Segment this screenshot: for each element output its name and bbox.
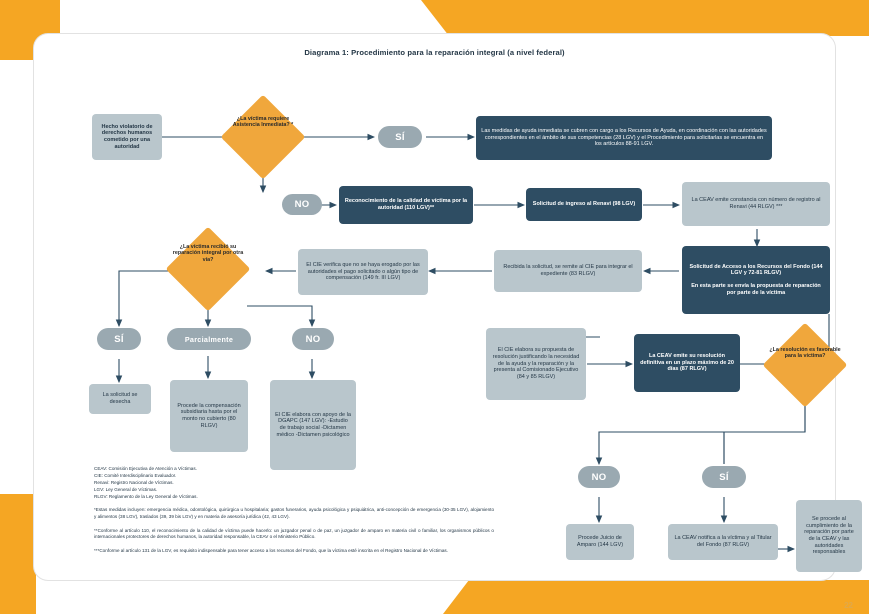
diamond-shape: [221, 95, 306, 180]
pill-no-1[interactable]: NO: [282, 194, 322, 215]
decision-reparacion-otra-via[interactable]: ¿La víctima recibió su reparación integral por otra vía?: [165, 226, 251, 312]
diamond-shape: [166, 227, 251, 312]
diamond-shape: [763, 323, 848, 408]
node-cie-propuesta-resolucion[interactable]: El CIE elabora su propuesta de resolución justificando la necesidad de la ayuda y la reparación y la presenta al Comisionado Ejecutivo (84 y 85 RLGV): [486, 328, 586, 400]
diagram-canvas: [34, 34, 854, 580]
node-medidas-ayuda[interactable]: Las medidas de ayuda inmediata se cubren con cargo a los Recursos de Ayuda, en coordinación con las autoridades correspondientes en el ámbito de sus competencias (28 LGV) y el Procedimiento para solicitarlas se encuentra en los artículos 88-91 LGV.: [476, 116, 772, 160]
node-ceav-resolucion-definitiva[interactable]: La CEAV emite su resolución definitiva en un plazo máximo de 20 días (87 RLGV): [634, 334, 740, 392]
node-reconocimiento-calidad[interactable]: Reconocimiento de la calidad de víctima por la autoridad (110 LGV)**: [339, 186, 473, 224]
node-compensacion-subsidiaria[interactable]: Procede la compensación subsidiaria hasta por el monto no cubierto (80 RLGV): [170, 380, 248, 452]
page-number: 22: [844, 601, 853, 610]
node-solicitud-ingreso-renavi[interactable]: Solicitud de ingreso al Renavi (98 LGV): [526, 188, 642, 221]
legend-note-1: **Conforme al artículo 110, el reconocimiento de la calidad de víctima puede hacerlo: un juzgador penal o de paz, un juzgador de amparo en materia civil o familiar, los organismos públicos o internacionales protectores de derechos humanos, la autoridad responsable, la CEAV o el Ministerio Público.: [94, 527, 494, 540]
legend-note-2: ***Conforme al artículo 131 de la LGV, es requisito indispensable para tener acceso a los recursos del Fondo, que la víctima esté inscrita en el Registro Nacional de Víctimas.: [94, 548, 448, 554]
page-title: Diagrama 1: Procedimiento para la reparación integral (a nivel federal): [304, 48, 565, 57]
legend: [94, 466, 494, 555]
accent-top-right: [449, 0, 869, 36]
accent-bottom-left: [0, 494, 36, 614]
accent-bottom-right-notch: [443, 580, 469, 614]
node-constancia-renavi[interactable]: La CEAV emite constancia con número de registro al Renavi (44 RLGV) ***: [682, 182, 830, 226]
legend-line-2: Renavi: Registro Nacional de Víctimas.: [94, 479, 174, 485]
node-ceav-notifica[interactable]: La CEAV notifica a la víctima y al Titular del Fondo (87 RLGV): [668, 524, 778, 560]
pill-no-3[interactable]: NO: [578, 466, 620, 488]
accent-top-right-notch: [421, 0, 449, 36]
pill-si-3[interactable]: SÍ: [702, 466, 746, 488]
node-cumplimiento-reparacion[interactable]: Se procede al cumplimiento de la reparación por parte de la CEAV y las autoridades responsables: [796, 500, 862, 572]
node-cie-verifica-pago[interactable]: El CIE verifica que no se haya erogado por las autoridades el pago solicitado o algún tipo de compensación (149 fr. III LGV): [298, 249, 428, 295]
decision-asistencia-inmediata[interactable]: ¿La víctima requiere Asistencia Inmediata? *: [220, 94, 306, 180]
node-juicio-amparo[interactable]: Procede Juicio de Amparo (144 LGV): [566, 524, 634, 560]
legend-note-0: *Estas medidas incluyen: emergencia médica, odontológica, quirúrgica u hospitalaria; gastos funerarios, ayuda psicológica y psiquiátrica, anti-concepción de emergencia (30-35 LGV), alojamiento y alimentos (38 LGV), traslados (39, 39 bis LGV) y en materia de asesoría jurídica (42, 43 LGV).: [94, 507, 494, 520]
decision-resolucion-favorable[interactable]: ¿La resolución es favorable para la víctima?: [762, 322, 848, 408]
pill-si-2[interactable]: SÍ: [97, 328, 141, 350]
node-solicitud-desecha[interactable]: La solicitud se desecha: [89, 384, 151, 414]
node-hecho-violatorio[interactable]: Hecho violatorio de derechos humanos cometido por una autoridad: [92, 114, 162, 160]
accent-bottom-right: [469, 580, 869, 614]
pill-parcialmente[interactable]: Parcialmente: [167, 328, 251, 350]
legend-line-3: LGV: Ley General de Víctimas.: [94, 486, 158, 492]
pill-si-1[interactable]: SÍ: [378, 126, 422, 148]
legend-line-0: CEAV: Comisión Ejecutiva de Atención a Víctimas.: [94, 466, 197, 471]
node-recibida-solicitud[interactable]: Recibida la solicitud, se remite al CIE para integrar el expediente (83 RLGV): [494, 250, 642, 292]
pill-no-2[interactable]: NO: [292, 328, 334, 350]
legend-line-1: CIE: Comité Interdisciplinario Evaluador.: [94, 472, 177, 478]
node-cie-elabora-dictamenes[interactable]: El CIE elabora con apoyo de la DGAPC (147 LGV): -Estudio de trabajo social -Dictamen médico -Dictamen psicológico: [270, 380, 356, 470]
legend-line-4: RLGV: Reglamento de la Ley General de Víctimas.: [94, 493, 198, 499]
diagram-page: [34, 34, 854, 580]
node-acceso-recursos-fondo[interactable]: Solicitud de Acceso a los Recursos del Fondo (144 LGV y 72-81 RLGV) En esta parte se envía la propuesta de reparación por parte de la víctima: [682, 246, 830, 314]
